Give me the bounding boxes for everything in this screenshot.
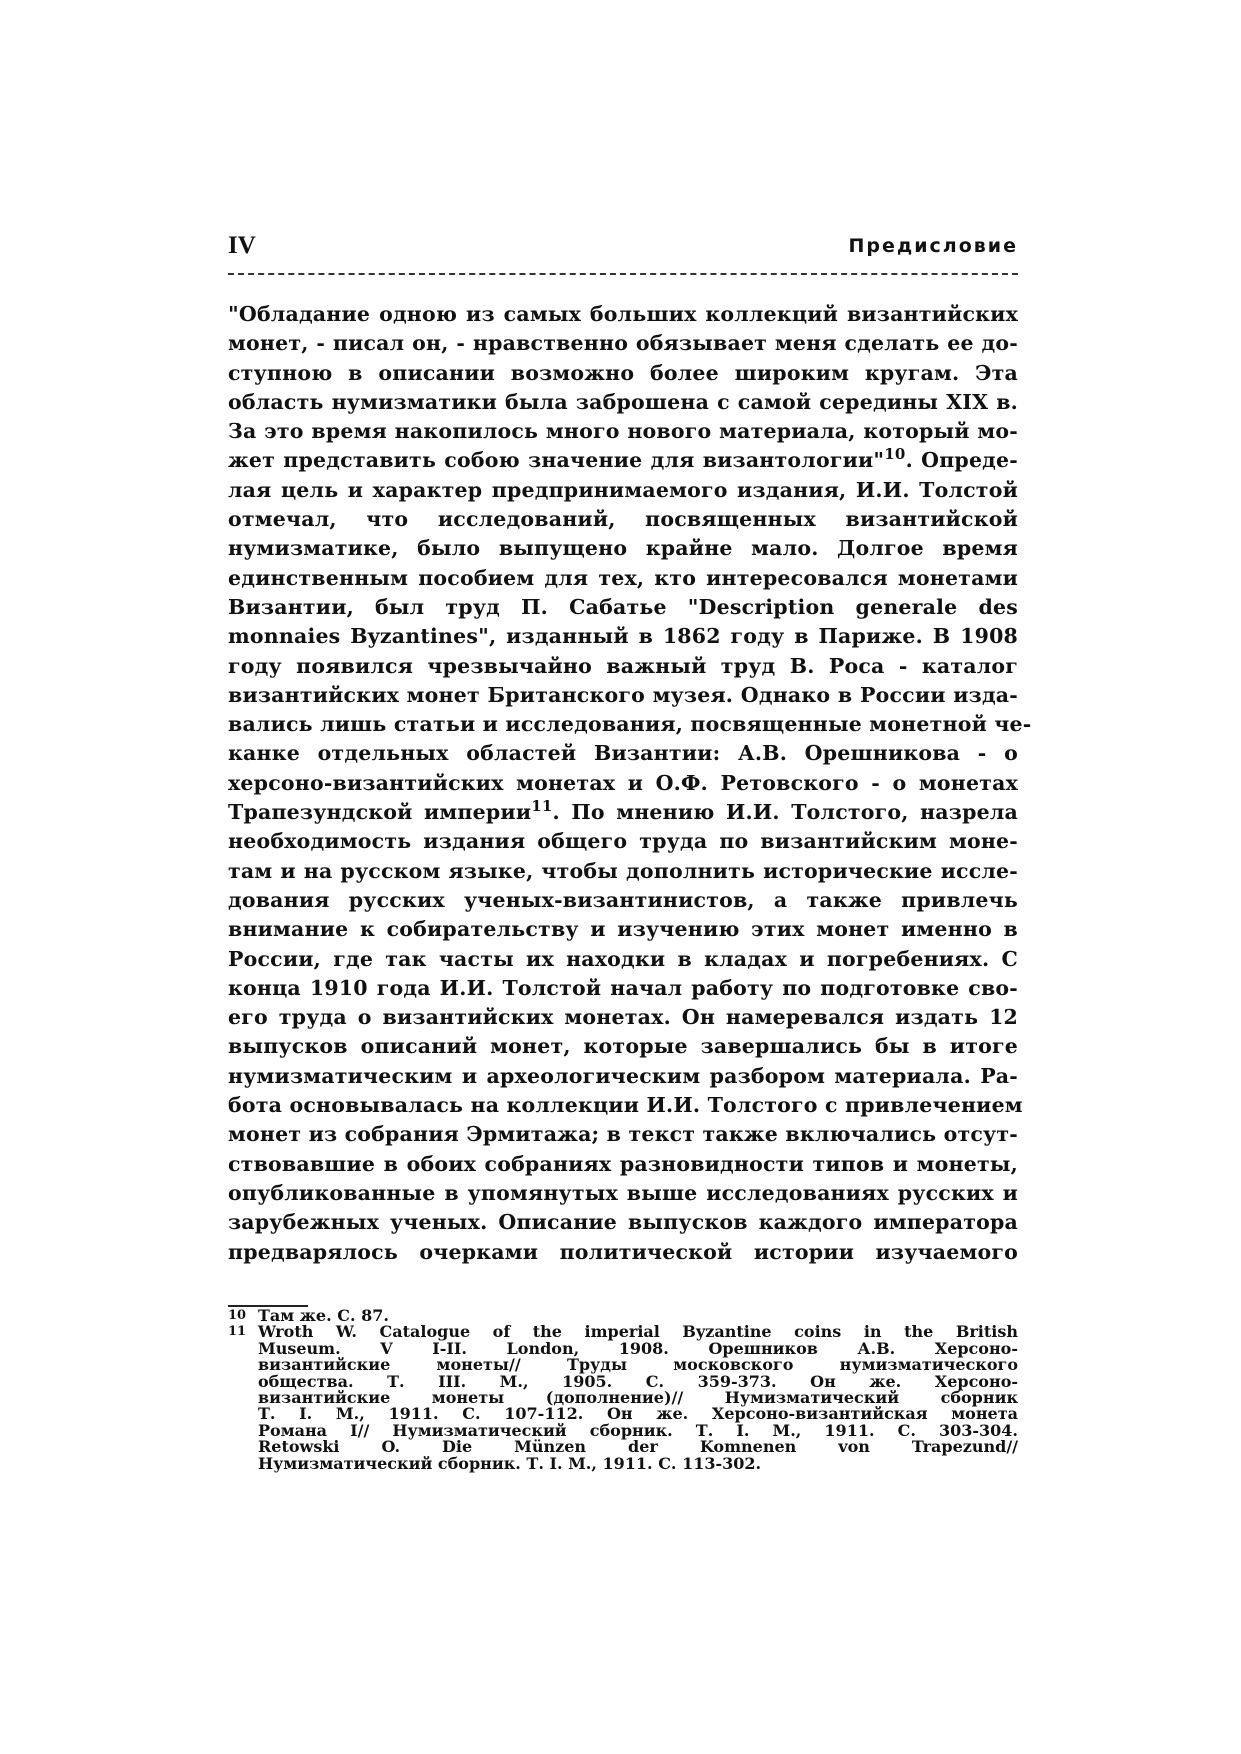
text-line: опубликованные в упомянутых выше исследованиях русских и [228,1180,1018,1205]
text-line: ствовавшие в обоих собраниях разновидности типов и монеты, [228,1151,1018,1176]
text-line: канке отдельных областей Византии: А.В. Орешникова - о [228,741,1018,766]
text-line: внимание к собирательству и изучению этих монет именно в [228,917,1018,942]
text-line: необходимость издания общего труда по византийским моне- [228,829,1018,854]
text-line: лая цель и характер предпринимаемого издания, И.И. Толстой [228,477,1018,502]
text-line: вались лишь статьи и исследования, посвященные монетной че- [228,712,1032,737]
footnote-number: 10 [228,1308,247,1323]
text-line: России, где так часты их находки в кладах и погребениях. С [228,946,1018,971]
footnote-line: Там же. С. 87. [258,1306,389,1325]
text-line: монет, - писал он, - нравственно обязывает меня сделать ее до- [228,331,1018,356]
text-line: году появился чрезвычайно важный труд В. Роса - каталог [228,653,1018,678]
text-segment: . По мнению И.И. Толстого, назрела [552,800,1018,825]
text-segment: . Опреде- [905,448,1018,473]
text-segment: Трапезундской империи [228,800,532,825]
running-title: Предисловие [848,235,1018,257]
text-line: отмечал, что исследований, посвященных византийской [228,507,1018,532]
text-line: херсоно-византийских монетах и О.Ф. Ретовского - о монетах [228,770,1018,795]
footnote-ref: 11 [531,797,553,816]
text-line: Византии, был труд П. Сабатье "Description generale des [228,594,1018,619]
text-line: нумизматическим и археологическим разбором материала. Ра- [228,1063,1018,1088]
text-line: область нумизматики была заброшена с самой середины XIX в. [228,389,1018,414]
text-line: там и на русском языке, чтобы дополнить исторические иссле- [228,858,1018,883]
text-line: нумизматике, было выпущено крайне мало. Долгое время [228,536,1018,561]
footnote-line: Wroth W. Catalogue of the imperial Byzantine coins in the British [258,1322,1018,1342]
footnote-line: Т. I. М., 1911. С. 107-112. Он же. Херсоно-византийская монета [258,1404,1018,1424]
footnote-line: Retowski O. Die Münzen der Komnenen von Trapezund// [258,1437,1018,1457]
footnotes [228,1308,1018,1472]
text-line: конца 1910 года И.И. Толстой начал работу по подготовке сво- [228,975,1018,1000]
text-line: За это время накопилось много нового материала, который мо- [228,419,1018,444]
footnote-line: византийские монеты (дополнение)// Нумизматический сборник [258,1388,1018,1408]
footnote-ref: 10 [884,445,906,464]
page-number: IV [228,232,256,259]
page-header [228,232,1018,272]
text-line: его труда о византийских монетах. Он намеревался издать 12 [228,1005,1018,1030]
footnote-line: Museum. V I-II. London, 1908. Орешников А.В. Херсоно- [258,1338,1018,1358]
text-line-with-footnote-ref [228,446,1018,475]
text-line: предварялось очерками политической истории изучаемого [228,1239,1018,1264]
text-line: бота основывалась на коллекции И.И. Толстого с привлечением [228,1093,1023,1118]
text-line: "Обладание одною из самых больших коллекций византийских [228,302,1018,326]
text-line: монет из собрания Эрмитажа; в текст также включались отсут- [228,1122,1018,1147]
text-line: выпусков описаний монет, которые завершались бы в итоге [228,1034,1018,1059]
text-line: зарубежных ученых. Описание выпусков каждого императора [228,1210,1018,1235]
text-line: византийских монет Британского музея. Однако в России изда- [228,682,1018,707]
footnote-line: Нумизматический сборник. Т. I. М., 1911. С. 113-302. [258,1453,762,1473]
text-line: единственным пособием для тех, кто интересовался монетами [228,565,1018,590]
footnote-line: Романа I// Нумизматический сборник. Т. I. М., 1911. С. 303-304. [258,1420,1018,1440]
footnote-line: византийские монеты// Труды московского нумизматического [258,1355,1018,1375]
main-text [228,300,1032,1267]
text-line: дования русских ученых-византинистов, а также привлечь [228,887,1018,912]
text-line-with-footnote-ref [228,798,1018,827]
text-line: ступною в описании возможно более широким кругам. Эта [228,360,1018,385]
text-segment: жет представить собою значение для византологии" [228,448,885,473]
footnote-11 [228,1324,1018,1472]
footnote-line: общества. Т. III. М., 1905. С. 359-373. Он же. Херсоно- [258,1371,1018,1391]
header-rule [228,273,1018,275]
footnote-number: 11 [228,1324,247,1340]
text-line: monnaies Byzantines", изданный в 1862 году в Париже. В 1908 [228,624,1018,649]
